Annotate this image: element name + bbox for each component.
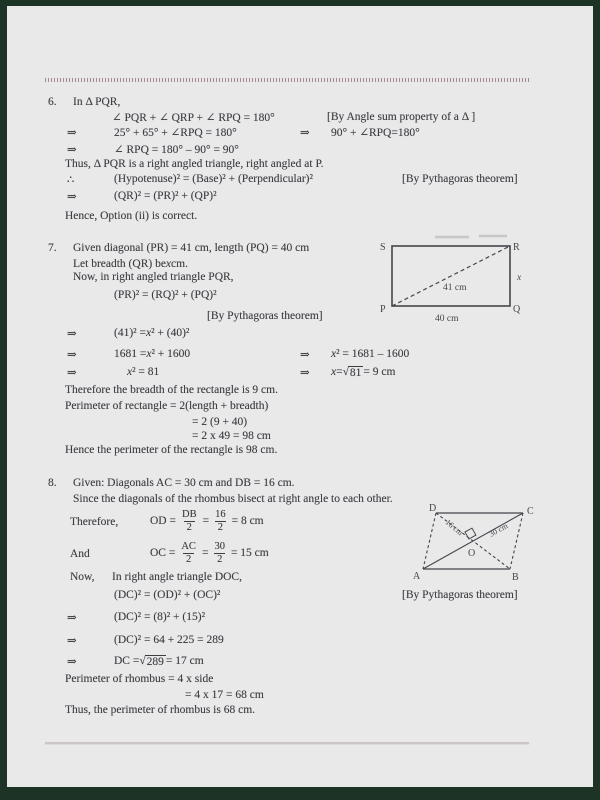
text-line: ⇒ [67, 144, 77, 156]
text-line: ⇒ [300, 367, 310, 379]
text-line: = 2 x 49 = 98 cm [192, 430, 271, 442]
text-line: ⇒ [67, 635, 77, 647]
text-line: ⇒ [300, 127, 310, 139]
text-line: Now, in right angled triangle PQR, [73, 271, 234, 283]
center-label-o: O [468, 548, 476, 559]
text-line: ⇒ [67, 367, 77, 379]
fraction: $\frac{AC}{2}$ [181, 540, 196, 565]
text-line: ⇒ [67, 127, 77, 139]
text-line: ⇒ [67, 349, 77, 361]
vertex-label-c: C [527, 506, 534, 517]
text-line: Therefore the breadth of the rectangle is 9 cm. [65, 384, 278, 396]
content [7, 6, 593, 787]
right-angle-mark [465, 528, 476, 539]
diagonal-pr [392, 246, 510, 306]
text-line: (QR)² = (PR)² + (QP)² [114, 190, 217, 202]
text-line: Hence, Option (ii) is correct. [65, 210, 198, 222]
text-line: Perimeter of rhombus = 4 x side [65, 673, 214, 685]
text-line: ⇒ [67, 656, 77, 668]
square-root: √ 289 [139, 654, 164, 668]
text-line: Given: Diagonals AC = 30 cm and DB = 16 cm. [73, 477, 295, 489]
text-line: ∠ RPQ = 180° – 90° = 90° [114, 144, 239, 156]
diagonal-db-length-label: 16 cm [443, 517, 465, 538]
text-line: 25° + 65° + ∠RPQ = 180° [114, 127, 237, 139]
text-line: ⇒ [67, 328, 77, 340]
square-root: √ 81 [342, 365, 362, 379]
watermark-smudge [435, 236, 507, 237]
text-line: DC = √ 289 = 17 cm [114, 654, 204, 668]
text-line: Therefore, [70, 516, 119, 528]
text-line: Hence the perimeter of the rectangle is 98 cm. [65, 444, 278, 456]
text-line: (DC)² = (8)² + (15)² [114, 611, 206, 623]
diagonal-length-label: 41 cm [443, 283, 467, 293]
text-line: ∴ [67, 174, 75, 186]
problem-6-number: 6. [48, 96, 57, 108]
vertex-label-p: P [380, 304, 386, 315]
text-line: (41)² = x ² + (40)² [114, 327, 190, 339]
text-line: Let breadth (QR) be x cm. [73, 258, 188, 270]
vertex-label-b: B [512, 572, 519, 583]
text-line: 1681 = x ² + 1600 [114, 348, 191, 360]
text-line: In right angle triangle DOC, [112, 571, 242, 583]
text-line: Perimeter of rectangle = 2(length + breadth) [65, 400, 269, 412]
vertex-label-q: Q [513, 304, 521, 315]
vertex-label-r: R [513, 242, 520, 253]
text-line: ∠ PQR + ∠ QRP + ∠ RPQ = 180° [112, 112, 275, 124]
text-line: Thus, the perimeter of rhombus is 68 cm. [65, 704, 256, 716]
rectangle-figure [377, 234, 529, 326]
text-line: (DC)² = 64 + 225 = 289 [114, 634, 224, 646]
base-length-label: 40 cm [435, 314, 459, 324]
text-line: x ² = 1681 – 1600 [331, 348, 410, 360]
page [7, 6, 593, 787]
note: [By Pythagoras theorem] [402, 589, 518, 601]
vertex-label-s: S [380, 242, 386, 253]
text-line: And [70, 548, 90, 560]
diagonal-ac-length-label: 30 cm [487, 521, 510, 539]
text-line: OD = $\frac{DB}{2}$ = $\frac{16}{2}$ = 8 cm [150, 508, 264, 533]
text-line: (Hypotenuse)² = (Base)² + (Perpendicular)² [114, 173, 313, 185]
text-line: x = √ 81 = 9 cm [331, 365, 396, 379]
problem-7-number: 7. [48, 242, 57, 254]
note: [By Pythagoras theorem] [207, 310, 323, 322]
text-line: Since the diagonals of the rhombus bisect at right angle to each other. [73, 493, 393, 505]
text-line: (PR)² = (RQ)² + (PQ)² [114, 289, 217, 301]
text-line: In Δ PQR, [73, 96, 121, 108]
fraction: $\frac{DB}{2}$ [181, 508, 197, 533]
text-line: OC = $\frac{AC}{2}$ = $\frac{30}{2}$ = 15 cm [150, 540, 269, 565]
note: [By Angle sum property of a Δ ] [327, 111, 476, 123]
fraction: $\frac{30}{2}$ [214, 540, 225, 565]
text-line: Given diagonal (PR) = 41 cm, length (PQ) = 40 cm [73, 242, 310, 254]
text-line: (DC)² = (OD)² + (OC)² [114, 589, 221, 601]
side-length-label: x [517, 273, 522, 283]
text-line: ⇒ [67, 612, 77, 624]
side-cb [510, 513, 523, 569]
vertex-label-d: D [429, 503, 437, 514]
note: [By Pythagoras theorem] [402, 173, 518, 185]
text-line: x ² = 81 [127, 366, 160, 378]
text-line: = 2 (9 + 40) [192, 416, 248, 428]
vertex-label-a: A [413, 571, 421, 582]
text-line: = 4 x 17 = 68 cm [185, 689, 264, 701]
rhombus-figure [412, 501, 542, 589]
side-da [423, 513, 436, 569]
text-line: ⇒ [300, 349, 310, 361]
text-line: 90° + ∠RPQ=180° [331, 127, 420, 139]
text-line: Thus, Δ PQR is a right angled triangle, right angled at P. [65, 158, 324, 170]
text-line: Now, [70, 571, 95, 583]
fraction: $\frac{16}{2}$ [215, 508, 226, 533]
problem-8-number: 8. [48, 477, 57, 489]
text-line: ⇒ [67, 191, 77, 203]
